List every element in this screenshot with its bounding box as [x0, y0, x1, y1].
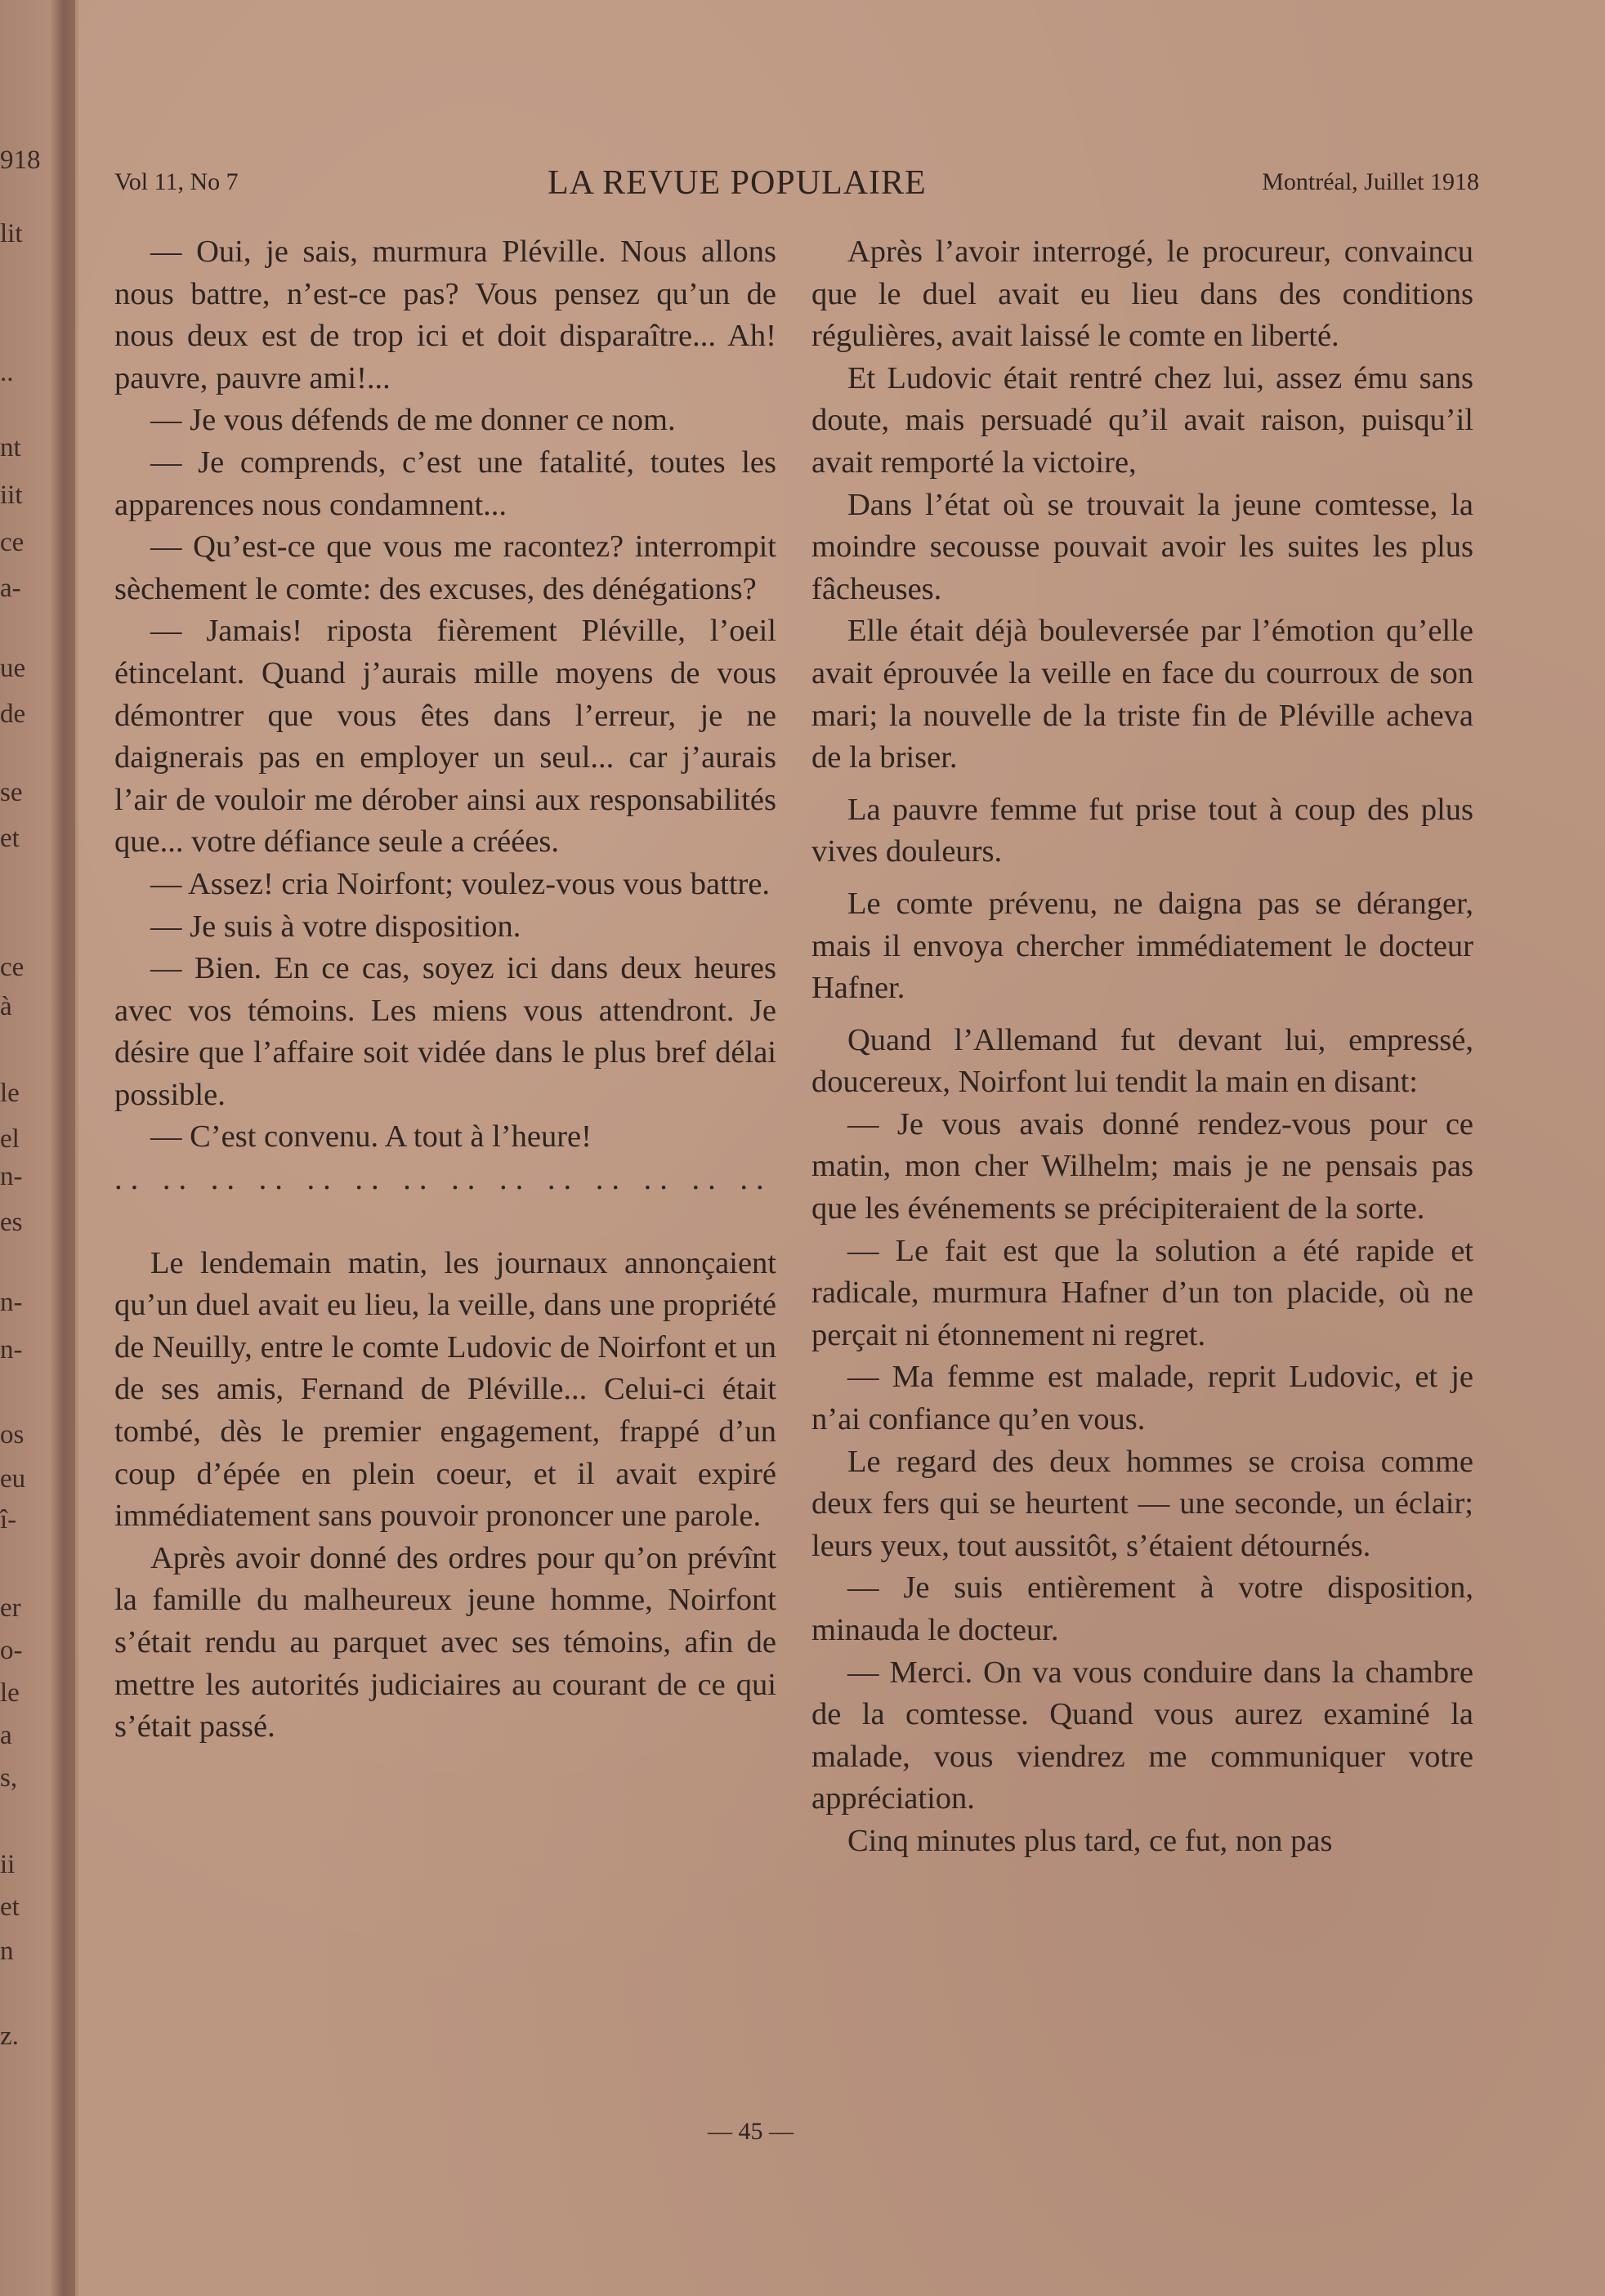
fragment: ii: [0, 1850, 16, 1879]
fragment: î-: [0, 1505, 17, 1534]
running-header: [114, 163, 1479, 212]
fragment: n-: [0, 1288, 23, 1317]
fragment: n: [0, 1936, 14, 1966]
paragraph: Quand l’Allemand fut devant lui, empressé, doucereux, Noirfont lui tendit la main en disant:: [811, 1022, 1473, 1100]
fragment: 918: [0, 145, 41, 175]
place-date: Montréal, Juillet 1918: [1262, 168, 1479, 195]
binding-gutter: [51, 0, 78, 2296]
paragraph: — Je comprends, c’est une fatalité, toutes les apparences nous condamnent...: [114, 444, 776, 522]
paragraph: Après l’avoir interrogé, le procureur, convaincu que le duel avait eu lieu dans des conditions régulières, avait laissé le comte en liberté.: [811, 235, 1473, 354]
fragment: et: [0, 824, 20, 853]
left-column: [114, 231, 776, 1749]
fragment: ce: [0, 528, 25, 557]
paragraph: — Je suis à votre disposition.: [150, 909, 521, 944]
paragraph: Elle était déjà bouleversée par l’émotion qu’elle avait éprouvée la veille en face du courroux de son mari; la nouvelle de la triste fin de Pléville acheva de la briser.: [811, 614, 1473, 775]
paragraph: — Ma femme est malade, reprit Ludovic, et je n’ai confiance qu’en vous.: [811, 1360, 1473, 1437]
paragraph: — Merci. On va vous conduire dans la chambre de la comtesse. Quand vous aurez examiné la malade, vous viendrez me communiquer votre appréciation.: [811, 1655, 1473, 1816]
fragment: lit: [0, 219, 23, 248]
paragraph: Dans l’état où se trouvait la jeune comtesse, la moindre secousse pouvait avoir les suites les plus fâcheuses.: [811, 487, 1473, 606]
paragraph: Cinq minutes plus tard, ce fut, non pas: [847, 1823, 1333, 1858]
paragraph: — Je suis entièrement à votre disposition, minauda le docteur.: [811, 1570, 1473, 1647]
fragment: ..: [0, 358, 14, 387]
magazine-title: LA REVUE POPULAIRE: [548, 164, 927, 202]
fragment: eu: [0, 1464, 26, 1494]
paragraph: — C’est convenu. A tout à l’heure!: [150, 1119, 592, 1155]
fragment: le: [0, 1678, 20, 1708]
paragraph: Le regard des deux hommes se croisa comme deux fers qui se heurtent — une seconde, un éclair; leurs yeux, tout aussitôt, s’étaient détournés.: [811, 1444, 1473, 1563]
paragraph: — Je vous avais donné rendez-vous pour ce matin, mon cher Wilhelm; mais je ne pensais pas que les événements se précipiteraient de la sorte.: [811, 1106, 1473, 1226]
page-number: — 45 —: [708, 2118, 794, 2145]
fragment: n-: [0, 1335, 23, 1365]
paragraph: — Bien. En ce cas, soyez ici dans deux heures avec vos témoins. Les miens vous attendront. Je désire que l’affaire soit vidée dans le plus bref délai possible.: [114, 951, 776, 1112]
fragment: et: [0, 1892, 20, 1922]
fragment: nt: [0, 433, 21, 462]
fragment: o-: [0, 1636, 23, 1665]
paragraph: Le comte prévenu, ne daigna pas se déranger, mais il envoya chercher immédiatement le docteur Hafner.: [811, 886, 1473, 1006]
fragment: a: [0, 1721, 12, 1750]
paragraph: Et Ludovic était rentré chez lui, assez ému sans doute, mais persuadé qu’il avait raison, puisqu’il avait remporté la victoire,: [811, 360, 1473, 480]
right-column: [811, 231, 1473, 1863]
paragraph: La pauvre femme fut prise tout à coup des plus vives douleurs.: [811, 792, 1473, 869]
paragraph: — Jamais! riposta fièrement Pléville, l’oeil étincelant. Quand j’aurais mille moyens de vous démontrer que vous êtes dans l’erreur, je ne daignerais pas en employer un seul... car j’aurais l’air de vouloir me dérober ainsi aux responsabilités que... votre défiance seule a créées.: [114, 614, 776, 860]
paragraph: — Je vous défends de me donner ce nom.: [150, 403, 676, 438]
fragment: à: [0, 992, 12, 1021]
fragment: er: [0, 1593, 21, 1623]
paragraph: — Qu’est-ce que vous me racontez? interrompit sèchement le comte: des excuses, des dénégations?: [114, 529, 776, 606]
fragment: es: [0, 1208, 23, 1237]
fragment: se: [0, 778, 23, 807]
fragment: z.: [0, 2021, 19, 2051]
fragment: n-: [0, 1162, 23, 1191]
section-gap: [114, 1201, 776, 1243]
fragment: a-: [0, 574, 21, 603]
section-separator: .. .. .. .. .. .. .. .. .. .. .. .. .. ..: [114, 1162, 772, 1197]
fragment: iit: [0, 480, 23, 510]
volume-number: Vol 11, No 7: [114, 168, 239, 195]
facing-page-fragments: [0, 0, 49, 2296]
fragment: s,: [0, 1763, 18, 1793]
fragment: ue: [0, 654, 26, 683]
paragraph: — Le fait est que la solution a été rapide et radicale, murmura Hafner d’un ton placide, où ne perçait ni étonnement ni regret.: [811, 1233, 1473, 1352]
fragment: de: [0, 699, 26, 729]
fragment: le: [0, 1079, 20, 1108]
fragment: os: [0, 1420, 25, 1450]
fragment: ce: [0, 953, 25, 982]
fragment: el: [0, 1124, 20, 1154]
paragraph: — Assez! cria Noirfont; voulez-vous vous battre.: [150, 866, 771, 901]
paragraph: Après avoir donné des ordres pour qu’on prévînt la famille du malheureux jeune homme, Noirfont s’était rendu au parquet avec ses témoins, afin de mettre les autorités judiciaires au courant de ce qui s’était passé.: [114, 1540, 776, 1744]
paragraph: Le lendemain matin, les journaux annonçaient qu’un duel avait eu lieu, la veille, dans une propriété de Neuilly, entre le comte Ludovic de Noirfont et un de ses amis, Fernand de Pléville... Celui-ci était tombé, dès le premier engagement, frappé d’un coup d’épée en plein coeur, et il avait expiré immédiatement sans pouvoir prononcer une parole.: [114, 1245, 776, 1534]
paragraph: — Oui, je sais, murmura Pléville. Nous allons nous battre, n’est-ce pas? Vous pensez qu’un de nous deux est de trop ici et doit disparaître... Ah! pauvre, pauvre ami!...: [114, 235, 776, 395]
